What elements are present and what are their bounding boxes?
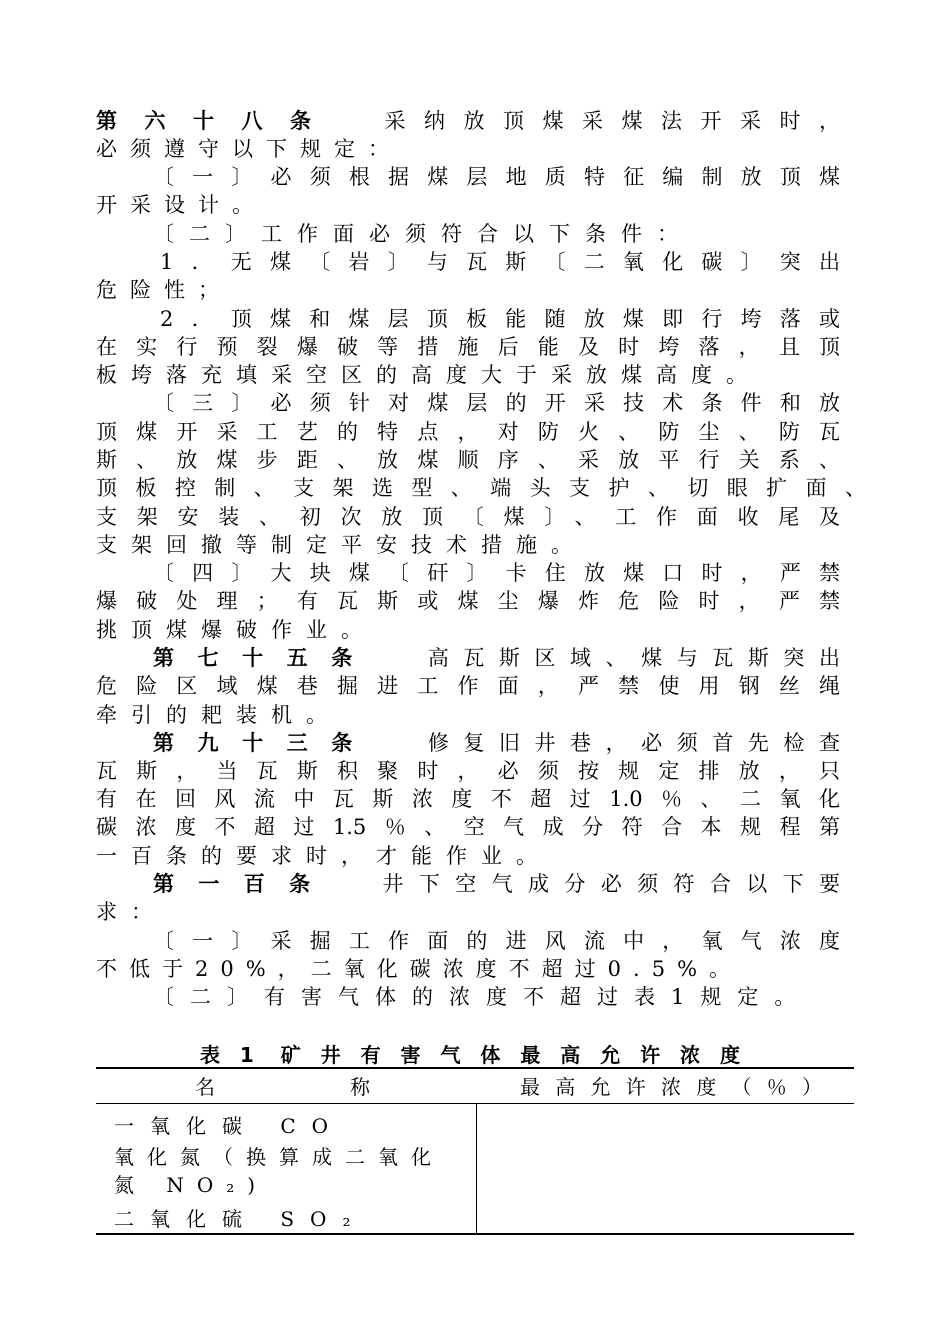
article68-text: 采纳放顶煤采煤法开采时，: [384, 109, 840, 133]
table-row-so2: 二氧化硫 SO₂: [114, 1207, 367, 1231]
article100-line2: 求：: [96, 900, 166, 924]
article68-line1: [96, 107, 840, 135]
article68-item4-line3: 挑顶煤爆破作业。: [96, 618, 376, 642]
table-column-divider: [476, 1104, 477, 1234]
article68-item3-line3: 斯、放煤步距、放煤顺序、采放平行关系、: [96, 448, 840, 472]
table-header-rule: [96, 1103, 854, 1104]
article93-line5: 一百条的要求时，才能作业。: [96, 844, 551, 868]
article68-item3-line1: 〔三〕必须针对煤层的开采技术条件和放: [153, 391, 840, 415]
article68-item4-line2: 爆破处理；有瓦斯或煤尘爆炸危险时，严禁: [96, 589, 840, 613]
article100-label: 第一百条: [153, 872, 335, 896]
table-top-rule: [96, 1067, 854, 1069]
article68-item2-2-line2: 在实行预裂爆破等措施后能及时垮落，且顶: [96, 335, 840, 359]
article68-item2-1-line2: 危险性；: [96, 278, 232, 302]
article68-item2-2-line1: 2．顶煤和煤层顶板能随放煤即行垮落或: [160, 307, 840, 331]
article68-label: 第六十八条: [96, 109, 339, 133]
table-row-co: 一氧化碳 CO: [114, 1114, 345, 1138]
article93-line1: [153, 729, 840, 757]
article93-label: 第九十三条: [153, 731, 376, 755]
article68-item1-line1: 〔一〕必须根据煤层地质特征编制放顶煤: [153, 165, 840, 189]
article93-line3: 有在回风流中瓦斯浓度不超过1.0％、二氧化: [96, 787, 840, 811]
table-header-value: 最高允许浓度（％）: [520, 1075, 822, 1099]
article68-item3-line6: 支架回撤等制定平安技术措施。: [96, 533, 586, 557]
article68-item3-line5: 支架安装、初次放顶〔煤〕、工作面收尾及: [96, 505, 840, 529]
article68-item2: 〔二〕工作面必须符合以下条件：: [153, 222, 693, 246]
article75-line3: 牵引的耙装机。: [96, 703, 341, 727]
article68-item2-2-line3: 板垮落充填采空区的高度大于采放煤高度。: [96, 363, 761, 387]
article75-line2: 危险区域煤巷掘进工作面，严禁使用钢丝绳: [96, 674, 840, 698]
article100-text: 井下空气成分必须符合以下要: [382, 872, 840, 896]
article68-item3-line4: 顶板控制、支架选型、端头支护、切眼扩面、: [96, 476, 866, 500]
article68-item3-line2: 顶煤开采工艺的特点，对防火、防尘、防瓦: [96, 420, 840, 444]
article75-line1: [153, 644, 840, 672]
article68-line2: 必须遵守以下规定：: [96, 137, 402, 161]
article93-line4: 碳浓度不超过1.5％、空气成分符合本规程第: [96, 815, 840, 839]
article68-item1-line2: 开采设计。: [96, 193, 266, 217]
table-caption: 表1 矿井有害气体最高允许浓度: [200, 1043, 740, 1067]
article68-item4-line1: 〔四〕大块煤〔矸〕卡住放煤口时，严禁: [153, 561, 840, 585]
article93-line2: 瓦斯，当瓦斯积聚时，必须按规定排放，只: [96, 759, 840, 783]
article100-item1-line2: 不低于20%，二氧化碳浓度不超过0.5%。: [96, 957, 743, 981]
table-bottom-rule: [96, 1233, 854, 1235]
article93-text: 修复旧井巷，必须首先检查: [427, 731, 840, 755]
article75-label: 第七十五条: [153, 646, 376, 670]
article100-line1: [153, 870, 840, 898]
article75-text: 高瓦斯区域、煤与瓦斯突出: [427, 646, 840, 670]
table-row-nox: 氧化氮（换算成二氧化氮 NO₂): [114, 1145, 444, 1197]
article68-item2-1-line1: 1．无煤〔岩〕与瓦斯〔二氧化碳〕突出: [160, 250, 840, 274]
table-header-name: 名称: [195, 1075, 370, 1099]
article100-item2: 〔二〕有害气体的浓度不超过表1规定。: [153, 985, 812, 1009]
article100-item1-line1: 〔一〕采掘工作面的进风流中，氧气浓度: [153, 929, 840, 953]
